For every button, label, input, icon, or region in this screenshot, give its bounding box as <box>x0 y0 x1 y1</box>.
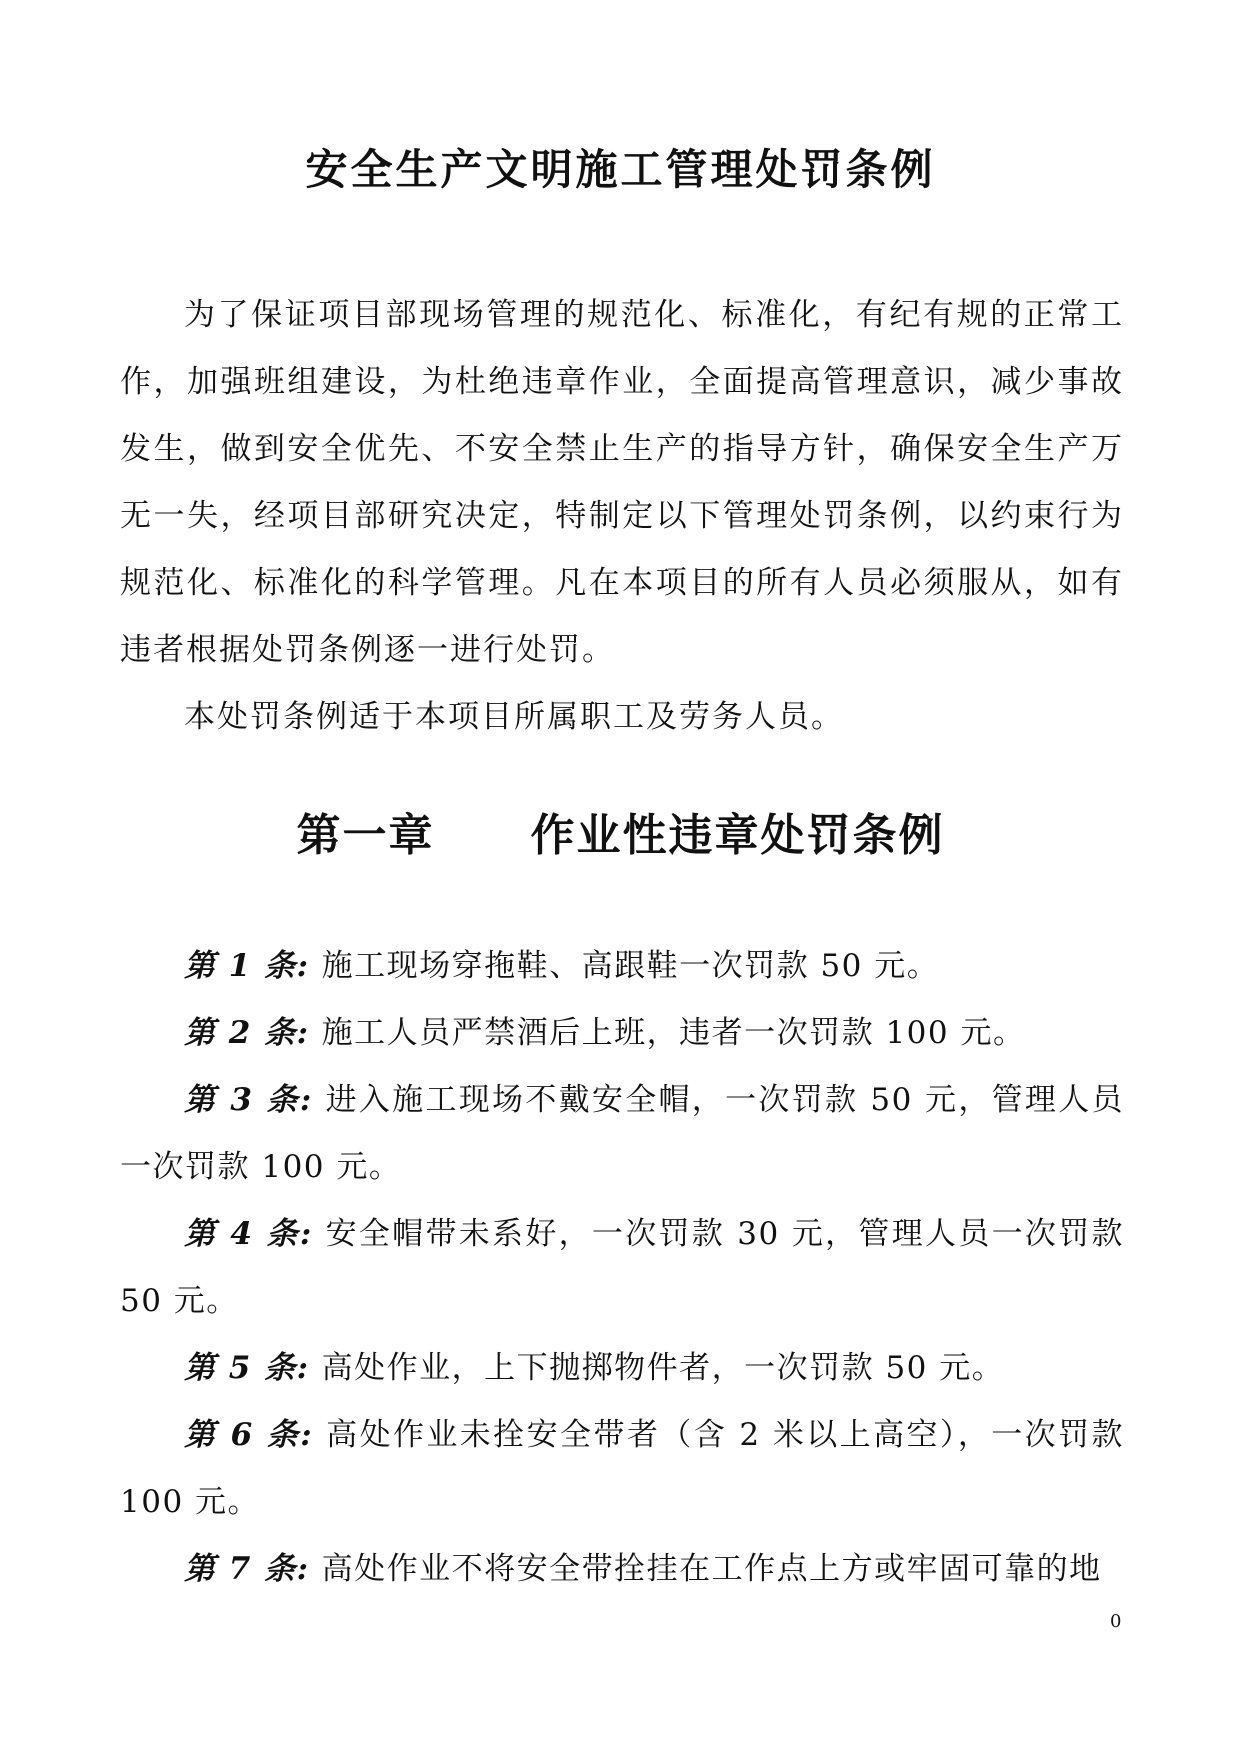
article-item <box>120 1067 1124 1201</box>
article-label: 第 2 条: <box>184 1015 310 1051</box>
chapter-name: 作业性违章处罚条例 <box>530 810 945 861</box>
article-item <box>120 1536 1124 1603</box>
scope-paragraph: 本处罚条例适于本项目所属职工及劳务人员。 <box>184 699 844 735</box>
article-text: 进入施工现场不戴安全帽，一次罚款 50 元，管理人员一次罚款 100 元。 <box>120 1082 1124 1185</box>
article-text: 安全帽带未系好，一次罚款 30 元，管理人员一次罚款 50 元。 <box>120 1216 1124 1319</box>
article-item <box>120 933 1124 1000</box>
article-label: 第 1 条: <box>184 948 310 984</box>
article-label: 第 3 条: <box>184 1082 313 1118</box>
article-text: 高处作业，上下抛掷物件者，一次罚款 50 元。 <box>321 1350 1005 1386</box>
article-label: 第 4 条: <box>184 1216 313 1252</box>
chapter-heading <box>0 806 1241 866</box>
article-text: 施工人员严禁酒后上班，违者一次罚款 100 元。 <box>321 1015 1026 1051</box>
article-item <box>120 1335 1124 1402</box>
document-title: 安全生产文明施工管理处罚条例 <box>305 145 936 194</box>
article-label: 第 5 条: <box>184 1350 310 1386</box>
article-item <box>120 1000 1124 1067</box>
chapter-number: 第一章 <box>296 810 435 861</box>
article-item <box>120 1402 1124 1536</box>
page-number: 0 <box>1110 1611 1122 1632</box>
article-label: 第 7 条: <box>184 1551 310 1587</box>
article-list <box>120 933 1124 1603</box>
article-item <box>120 1201 1124 1335</box>
article-label: 第 6 条: <box>184 1417 314 1453</box>
article-text: 施工现场穿拖鞋、高跟鞋一次罚款 50 元。 <box>321 948 940 984</box>
article-text: 高处作业不将安全带拴挂在工作点上方或牢固可靠的地 <box>321 1551 1102 1587</box>
article-text: 高处作业未拴安全带者（含 2 米以上高空），一次罚款 100 元。 <box>120 1417 1124 1520</box>
intro-paragraph: 为了保证项目部现场管理的规范化、标准化，有纪有规的正常工作，加强班组建设，为杜绝违章作业，全面提高管理意识，减少事故发生，做到安全优先、不安全禁止生产的指导方针，确保安全生产万无一失，经项目部研究决定，特制定以下管理处罚条例，以约束行为规范化、标准化的科学管理。凡在本项目的所有人员必须服从，如有违者根据处罚条例逐一进行处罚。 <box>120 297 1124 668</box>
